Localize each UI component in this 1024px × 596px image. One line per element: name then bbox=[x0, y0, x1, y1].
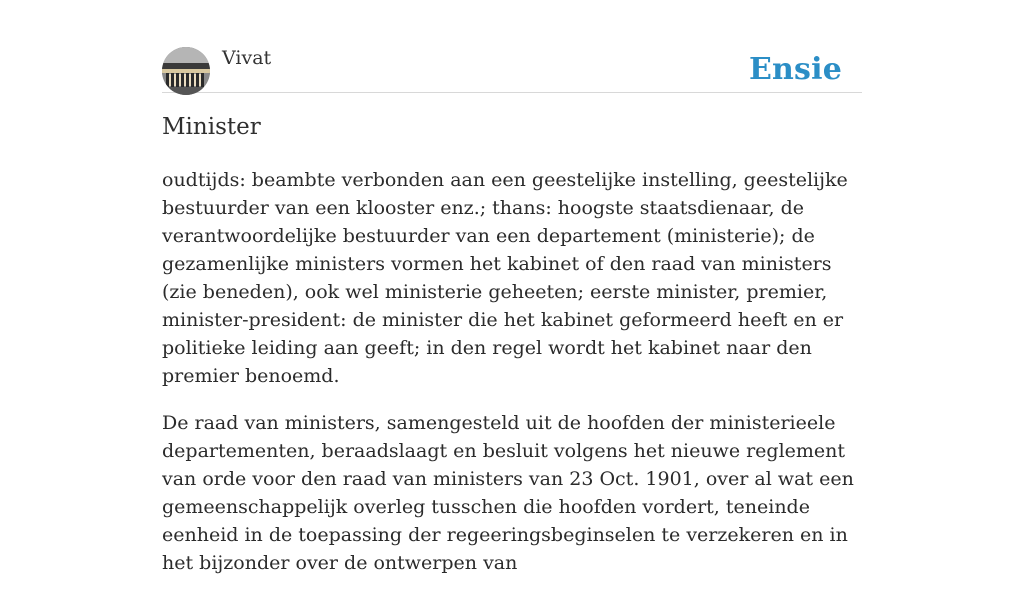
author-name[interactable]: Vivat bbox=[222, 47, 272, 69]
brand-logo[interactable]: Ensie bbox=[748, 52, 842, 87]
bookshelf-icon bbox=[162, 47, 210, 95]
article-paragraph: oudtijds: beambte verbonden aan een geestelijke instelling, geestelijke bestuurder van een klooster enz.; thans: hoogste staatsdienaar, de verantwoordelijke bestuurder van een departement (ministerie); de gezamenlijke ministers vormen het kabinet of den raad van ministers (zie beneden), ook wel ministerie geheeten; eerste minister, premier, minister-president: de minister die het kabinet geformeerd heeft en er politieke leiding aan geeft; in den regel wordt het kabinet naar den premier benoemd. bbox=[162, 169, 848, 387]
article-title: Minister bbox=[162, 114, 261, 140]
article-body bbox=[162, 166, 864, 596]
article-paragraph: De raad van ministers, samengesteld uit de hoofden der ministerieele departementen, beraadslaagt en besluit volgens het nieuwe reglement van orde voor den raad van ministers van 23 Oct. 1901, over al wat een gemeenschappelijk overleg tusschen die hoofden vordert, teneinde eenheid in de toepassing der regeeringsbeginselen te verzekeren en in het bijzonder over de ontwerpen van bbox=[162, 412, 854, 574]
page-header bbox=[162, 46, 862, 93]
author-avatar[interactable] bbox=[162, 47, 210, 95]
